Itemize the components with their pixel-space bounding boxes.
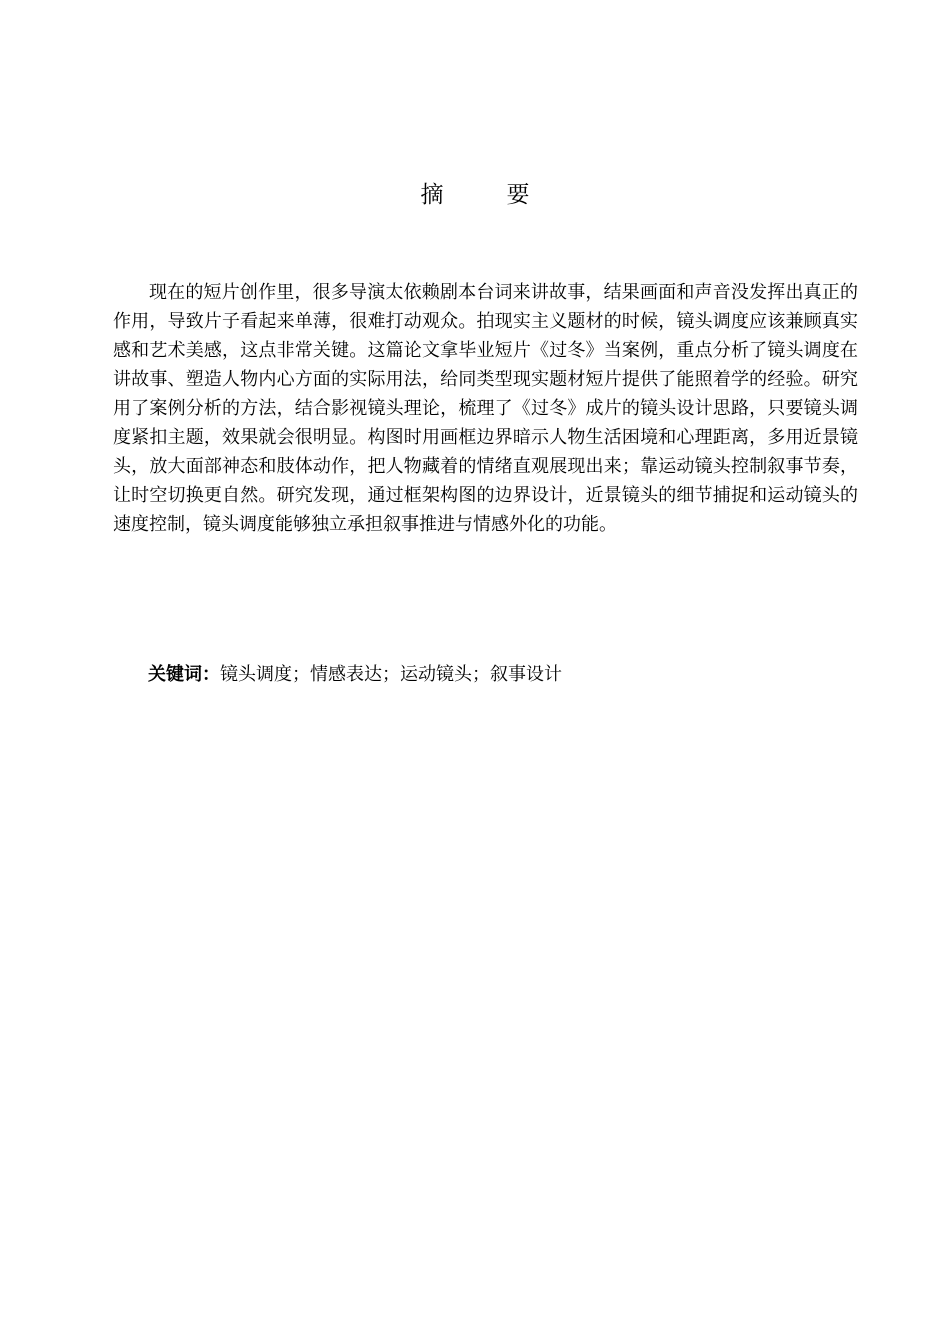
keywords-label: 关键词：: [148, 664, 220, 685]
keywords-value: 镜头调度；情感表达；运动镜头；叙事设计: [220, 664, 562, 685]
abstract-title: 摘 要: [420, 182, 550, 208]
abstract-paragraph: 现在的短片创作里，很多导演太依赖剧本台词来讲故事，结果画面和声音没发挥出真正的作用，导致片子看起来单薄，很难打动观众。拍现实主义题材的时候，镜头调度应该兼顾真实感和艺术美感，这点非常关键。这篇论文拿毕业短片《过冬》当案例，重点分析了镜头调度在讲故事、塑造人物内心方面的实际用法，给同类型现实题材短片提供了能照着学的经验。研究用了案例分析的方法，结合影视镜头理论，梳理了《过冬》成片的镜头设计思路，只要镜头调度紧扣主题，效果就会很明显。构图时用画框边界暗示人物生活困境和心理距离，多用近景镜头，放大面部神态和肢体动作，把人物藏着的情绪直观展现出来；靠运动镜头控制叙事节奏，让时空切换更自然。研究发现，通过框架构图的边界设计，近景镜头的细节捕捉和运动镜头的速度控制，镜头调度能够独立承担叙事推进与情感外化的功能。: [113, 282, 858, 535]
keywords-line: [148, 660, 848, 689]
